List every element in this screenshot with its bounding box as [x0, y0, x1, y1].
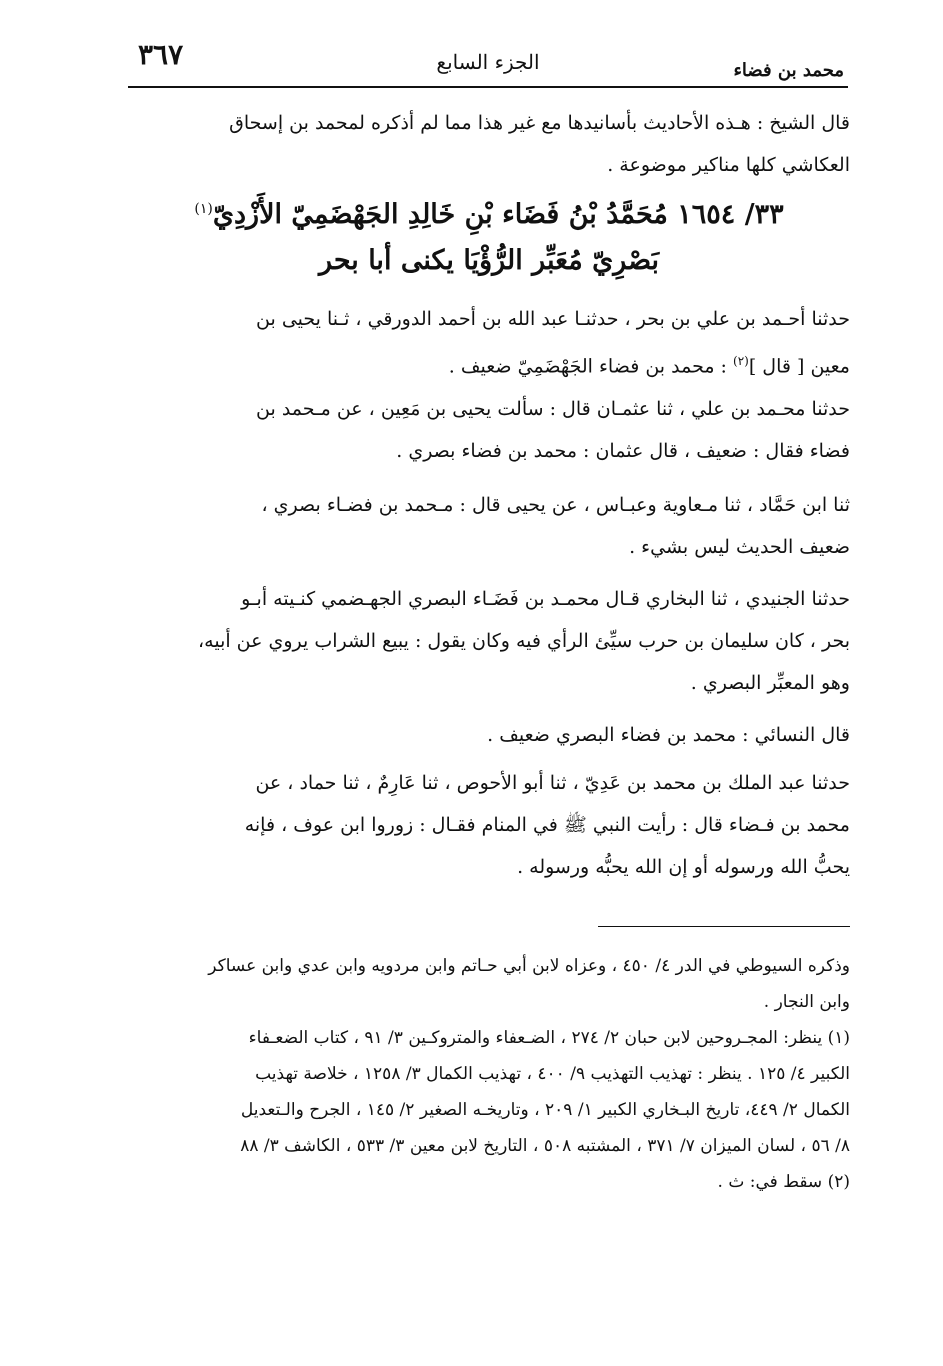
footnote-line: (١) ينظر: المجـروحين لابن حبان ٢/ ٢٧٤ ، الضـعفاء والمتروكـين ٣/ ٩١ ، كتاب الضعـفاء — [248, 1028, 850, 1048]
narration-5 — [128, 714, 850, 756]
footnote-marker: (١) — [194, 201, 213, 217]
text-line: بحر ، كان سليمان بن حرب سيِّئ الرأي فيه وكان يقول : يبيع الشراب يروي عن أبيه، — [198, 630, 850, 652]
text-segment: معين [ قال ] — [748, 355, 850, 378]
text-line — [128, 340, 850, 387]
page-header — [128, 36, 848, 88]
text-line: العكاشي كلها مناكير موضوعة . — [607, 154, 850, 176]
intro-paragraph — [128, 102, 850, 186]
footnote-line: الكمال ٢/ ٤٤٩، تاريخ البـخاري الكبير ١/ ٢٠٩ ، وتاريخـه الصغير ٢/ ١٤٥ ، الجرح والـتعديل — [240, 1100, 850, 1120]
text-line: ضعيف الحديث ليس بشيء . — [629, 536, 850, 558]
entry-heading — [128, 186, 850, 284]
narration-6 — [128, 762, 850, 888]
text-line: فضاء فقال : ضعيف ، قال عثمان : محمد بن فضاء بصري . — [396, 440, 850, 462]
footnote-marker: (٢) — [733, 354, 749, 368]
text-segment: : محمد بن فضاء الجَهْضَمِيّ ضعيف . — [448, 355, 733, 378]
entry-heading-line2: بَصْرِيّ مُعَبِّر الرُّؤْيَا يكنى أبا بحر — [318, 245, 660, 276]
footnote-separator — [598, 926, 850, 927]
text-line: حدثنا الجنيدي ، ثنا البخاري قـال محمـد بن فَضَـاء البصري الجهـضمي كنـيته أبـو — [241, 588, 850, 610]
footnotes — [128, 948, 850, 1200]
footnote-line: الكبير ٤/ ١٢٥ . ينظر : تهذيب التهذيب ٩/ ٤٠٠ ، تهذيب الكمال ٣/ ١٢٥٨ ، خلاصة تهذيب — [255, 1064, 850, 1084]
text-line: وهو المعبِّر البصري . — [690, 672, 850, 694]
text-line: حدثنا أحـمد بن علي بن بحر ، حدثنـا عبد الله بن أحمد الدورقي ، ثـنا يحيى بن — [256, 308, 850, 330]
text-line: حدثنا عبد الملك بن محمد بن عَدِيّ ، ثنا أبو الأحوص ، ثنا عَارِمٌ ، ثنا حماد ، عن — [255, 772, 850, 794]
text-line: قال النسائي : محمد بن فضاء البصري ضعيف . — [487, 724, 850, 746]
page-number: ٣٦٧ — [138, 38, 184, 71]
narration-4 — [128, 578, 850, 704]
running-head-volume: الجزء السابع — [436, 50, 540, 74]
text-line: قال الشيخ : هـذه الأحاديث بأسانيدها مع غير هذا مما لم أذكره لمحمد بن إسحاق — [229, 112, 850, 134]
text-line: حدثنا محـمد بن علي ، ثنا عثمـان قال : سألت يحيى بن مَعِين ، عن مـحمد بن — [256, 398, 850, 420]
footnote-line: وابن النجار . — [763, 992, 850, 1012]
text-line: محمد بن فـضاء قال : رأيت النبي ﷺ في المنام فقـال : زوروا ابن عوف ، فإنه — [244, 814, 850, 836]
narration-3 — [128, 484, 850, 568]
narration-1 — [128, 298, 850, 387]
footnote-line: (٢) سقط في: ث . — [717, 1172, 850, 1192]
text-line: ثنا ابن حَمَّاد ، ثنا مـعاوية وعبـاس ، عن يحيى قال : مـحمد بن فضـاء بصري ، — [261, 494, 850, 516]
text-line: يحبُّ الله ورسوله أو إن الله يحبُّه ورسوله . — [517, 856, 850, 878]
narration-2 — [128, 388, 850, 472]
entry-heading-line1 — [128, 186, 850, 238]
footnote-line: ٨/ ٥٦ ، لسان الميزان ٧/ ٣٧١ ، المشتبه ٥٠٨ ، التاريخ لابن معين ٣/ ٥٣٣ ، الكاشف ٣/ ٨٨ — [240, 1136, 850, 1156]
footnote-line: وذكره السيوطي في الدر ٤/ ٤٥٠ ، وعزاه لابن أبي حـاتم وابن مردويه وابن عدي وابن عساكر — [208, 956, 850, 976]
entry-heading-text: ٣٣/ ١٦٥٤ مُحَمَّدُ بْنُ فَضَاء بْنِ خَالِدِ الجَهْضَمِيّ الأَزْدِيّ — [212, 199, 784, 230]
running-head-author: محمد بن فضاء — [733, 60, 844, 81]
